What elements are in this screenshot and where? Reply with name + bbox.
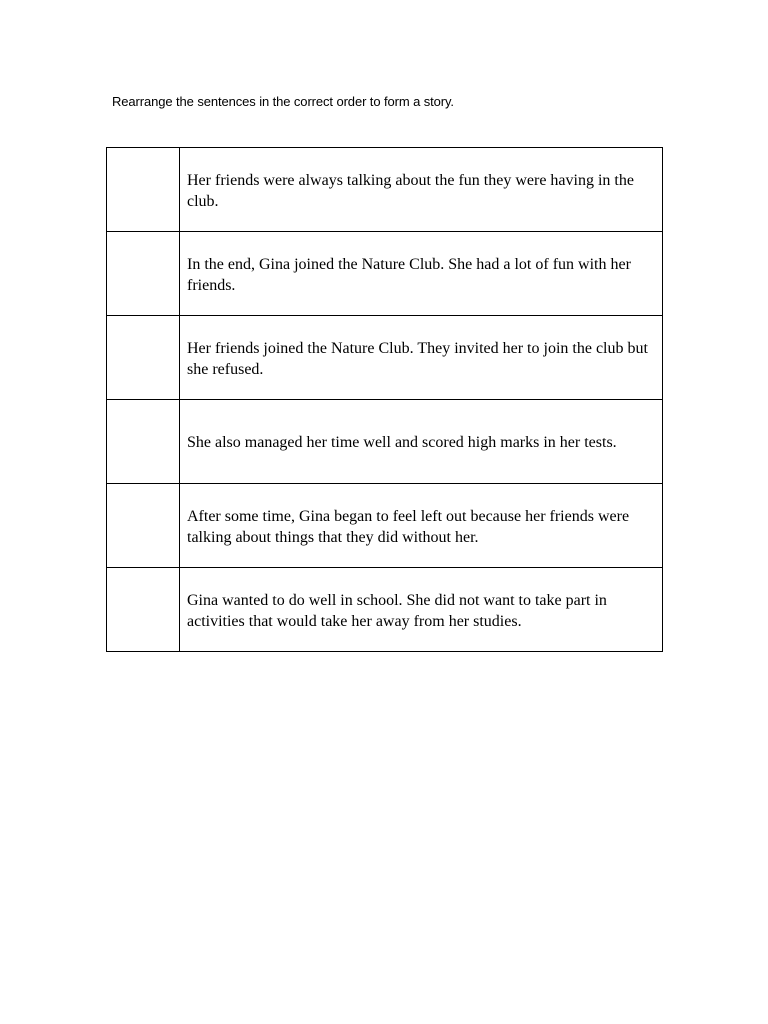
table-row (107, 484, 663, 568)
answer-box[interactable] (107, 316, 180, 400)
sentence-cell (180, 400, 663, 484)
sentence-cell (180, 232, 663, 316)
sentence-cell (180, 316, 663, 400)
table-row (107, 232, 663, 316)
sentence-text: Gina wanted to do well in school. She did not want to take part in activities that would take her away from her studies. (187, 591, 607, 630)
answer-box[interactable] (107, 484, 180, 568)
instruction-text: Rearrange the sentences in the correct order to form a story. (112, 94, 454, 109)
sentence-text: After some time, Gina began to feel left out because her friends were talking about things that they did without her. (187, 507, 630, 546)
table-row (107, 148, 663, 232)
table-row (107, 400, 663, 484)
answer-box[interactable] (107, 232, 180, 316)
sentence-text: Her friends joined the Nature Club. They invited her to join the club but she refused. (187, 339, 648, 378)
sentence-cell (180, 148, 663, 232)
sentence-cell (180, 484, 663, 568)
sentence-order-table (106, 147, 663, 652)
sentence-text: Her friends were always talking about the fun they were having in the club. (187, 171, 634, 210)
sentence-text: In the end, Gina joined the Nature Club. She had a lot of fun with her friends. (187, 255, 631, 294)
table-row (107, 316, 663, 400)
answer-box[interactable] (107, 148, 180, 232)
table-row (107, 568, 663, 652)
answer-box[interactable] (107, 568, 180, 652)
answer-box[interactable] (107, 400, 180, 484)
sentence-cell (180, 568, 663, 652)
sentence-text: She also managed her time well and scored high marks in her tests. (187, 434, 617, 451)
